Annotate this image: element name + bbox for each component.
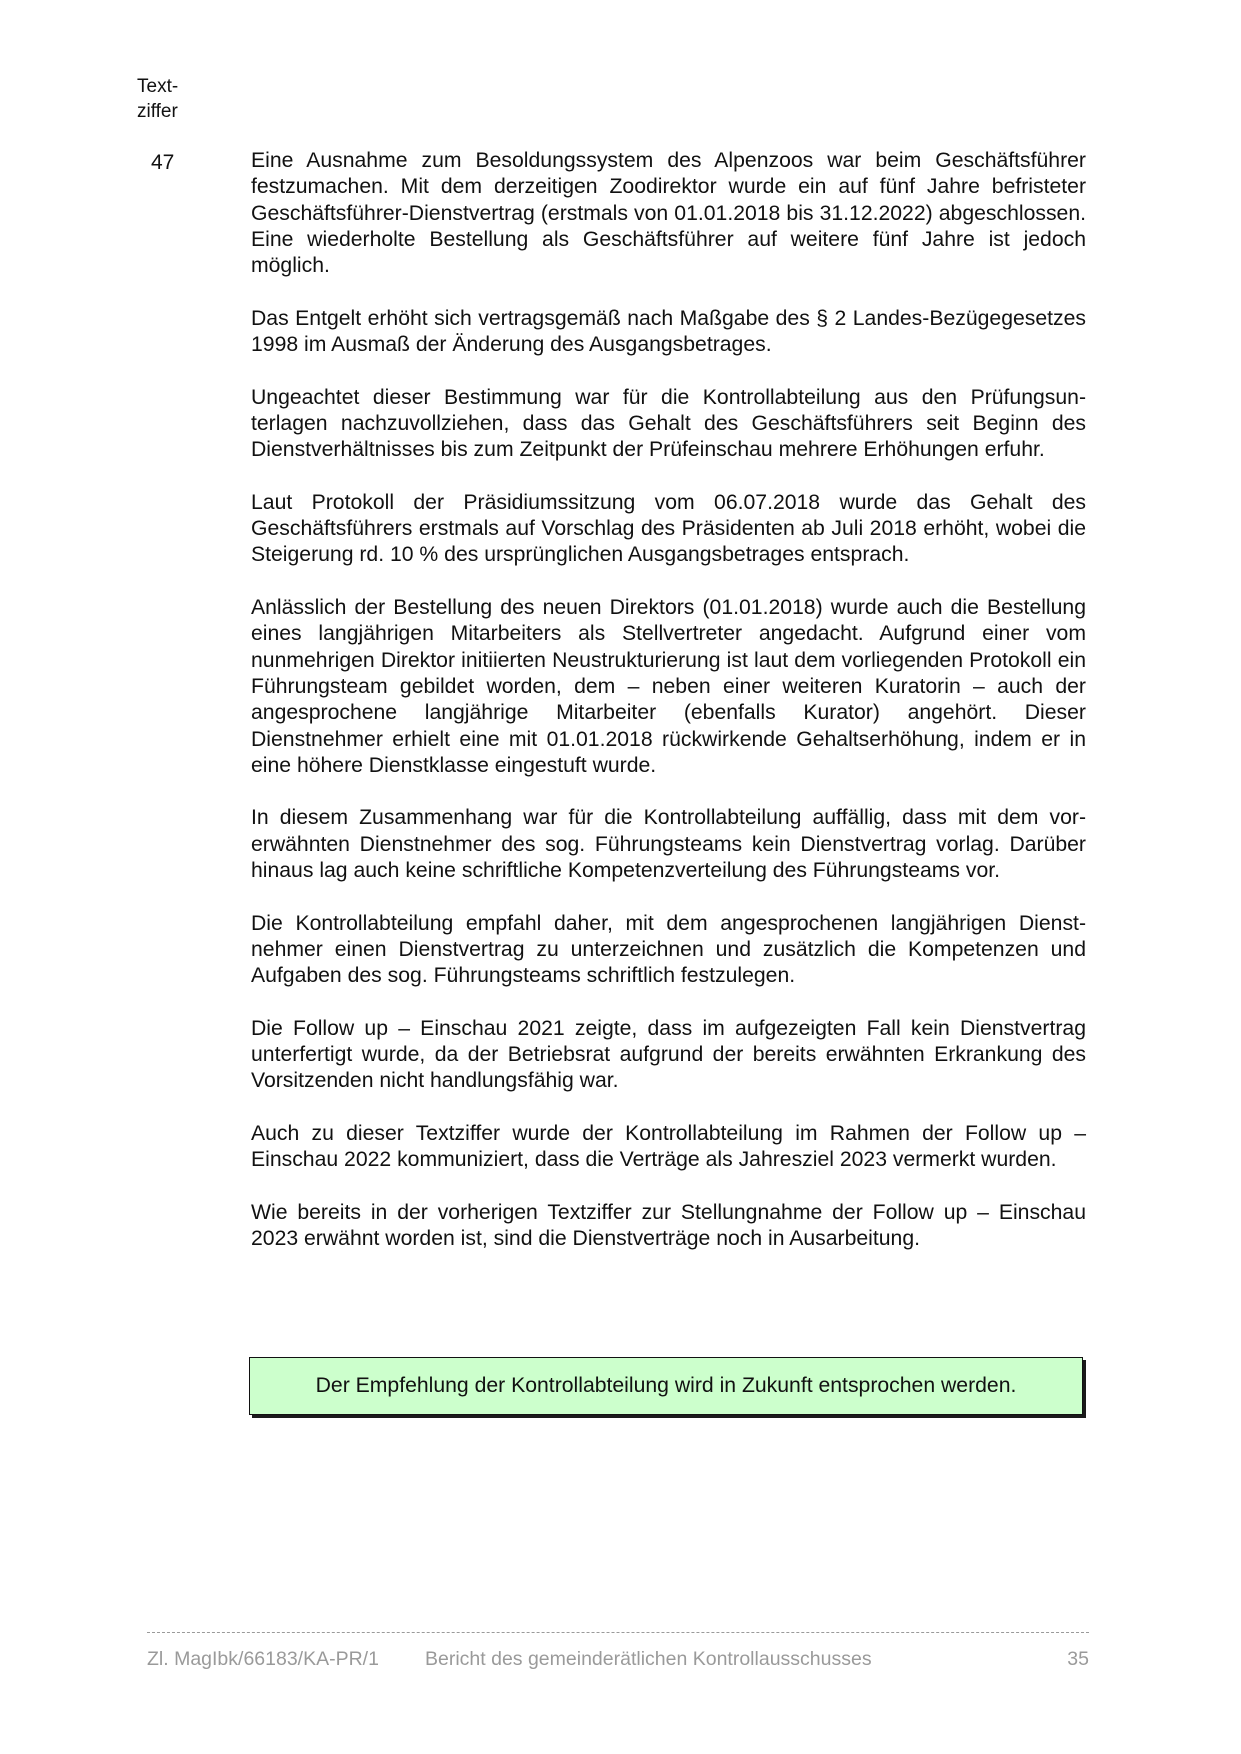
paragraph: Die Follow up – Einschau 2021 zeigte, dass im aufgezeigten Fall kein Dienstvertrag unterfertigt wurde, da der Betriebsrat aufgrund der bereits erwähnten Erkrankung des Vorsitzenden nicht handlungsfähig war. [251,1016,1086,1093]
footer-divider [147,1632,1089,1633]
paragraph: Anlässlich der Bestellung des neuen Direktors (01.01.2018) wurde auch die Bestellung eines langjährigen Mitarbeiters als Stellvertreter angedacht. Aufgrund einer vom nunmehrigen Direktor initiierten Neustrukturierung ist laut dem vorliegenden Protokoll ein Führungsteam gebildet worden, dem – neben einer weiteren Kuratorin – auch der angesprochene langjährige Mitarbeiter (ebenfalls Kurator) angehört. Dieser Dienstnehmer erhielt eine mit 01.01.2018 rückwirkende Gehaltserhöhung, indem er in eine höhere Dienstklasse eingestuft wurde. [251,596,1086,777]
section-body [251,148,1086,1279]
recommendation-box [249,1357,1083,1415]
page-footer [147,1648,1089,1671]
paragraph: Wie bereits in der vorherigen Textziffer zur Stellungnahme der Follow up – Einschau 2023 erwähnt worden ist, sind die Dienstverträge noch in Ausarbeitung. [251,1200,1086,1251]
paragraph: Das Entgelt erhöht sich vertragsgemäß nach Maßgabe des § 2 Landes-Bezügegesetzes 1998 im Ausmaß der Änderung des Ausgangsbetrages. [251,306,1086,357]
paragraph: In diesem Zusammenhang war für die Kontrollabteilung auffällig, dass mit dem vorerwähnten Dienstnehmer des sog. Führungsteams kein Dienstvertrag vorlag. Darüber hinaus lag auch keine schriftliche Kompetenzverteilung des Führungsteams vor. [251,806,1086,883]
margin-label-line1: Text- [137,76,179,97]
paragraph: Eine Ausnahme zum Besoldungssystem des Alpenzoos war beim Geschäftsführer festzumachen. Mit dem derzeitigen Zoodirektor wurde ein auf fünf Jahre befristeter Geschäftsführer-Dienstvertrag (erstmals von 01.01.2018 bis 31.12.2022) abgeschlossen. Eine wiederholte Bestellung als Geschäftsführer auf weitere fünf Jahre ist jedoch möglich. [251,149,1086,278]
footer-reference: Zl. MagIbk/66183/KA-PR/1 [147,1648,379,1670]
margin-label [137,74,197,124]
paragraph: Laut Protokoll der Präsidiumssitzung vom 06.07.2018 wurde das Gehalt des Geschäftsführers erstmals auf Vorschlag des Präsidenten ab Juli 2018 erhöht, wobei die Steigerung rd. 10 % des ursprünglichen Ausgangsbetrages entsprach. [251,490,1086,567]
paragraph: Ungeachtet dieser Bestimmung war für die Kontrollabteilung aus den Prüfungsunterlagen nachzuvollziehen, dass das Gehalt des Geschäftsführers seit Beginn des Dienstverhältnisses bis zum Zeitpunkt der Prüfeinschau mehrere Erhöhungen erfuhr. [251,385,1086,462]
section-number: 47 [151,151,175,174]
page-number: 35 [1067,1648,1089,1670]
footer-title: Bericht des gemeinderätlichen Kontrollausschusses [425,1648,872,1670]
paragraph: Die Kontrollabteilung empfahl daher, mit dem angesprochenen langjährigen Dienstnehmer einen Dienstvertrag zu unterzeichnen und zusätzlich die Kompetenzen und Aufgaben des sog. Führungsteams schriftlich festzulegen. [251,911,1086,988]
paragraph: Auch zu dieser Textziffer wurde der Kontrollabteilung im Rahmen der Follow up – Einschau 2022 kommuniziert, dass die Verträge als Jahresziel 2023 vermerkt wurden. [251,1121,1086,1172]
recommendation-text: Der Empfehlung der Kontrollabteilung wird in Zukunft entsprochen werden. [315,1374,1017,1397]
margin-label-line2: ziffer [137,101,178,122]
